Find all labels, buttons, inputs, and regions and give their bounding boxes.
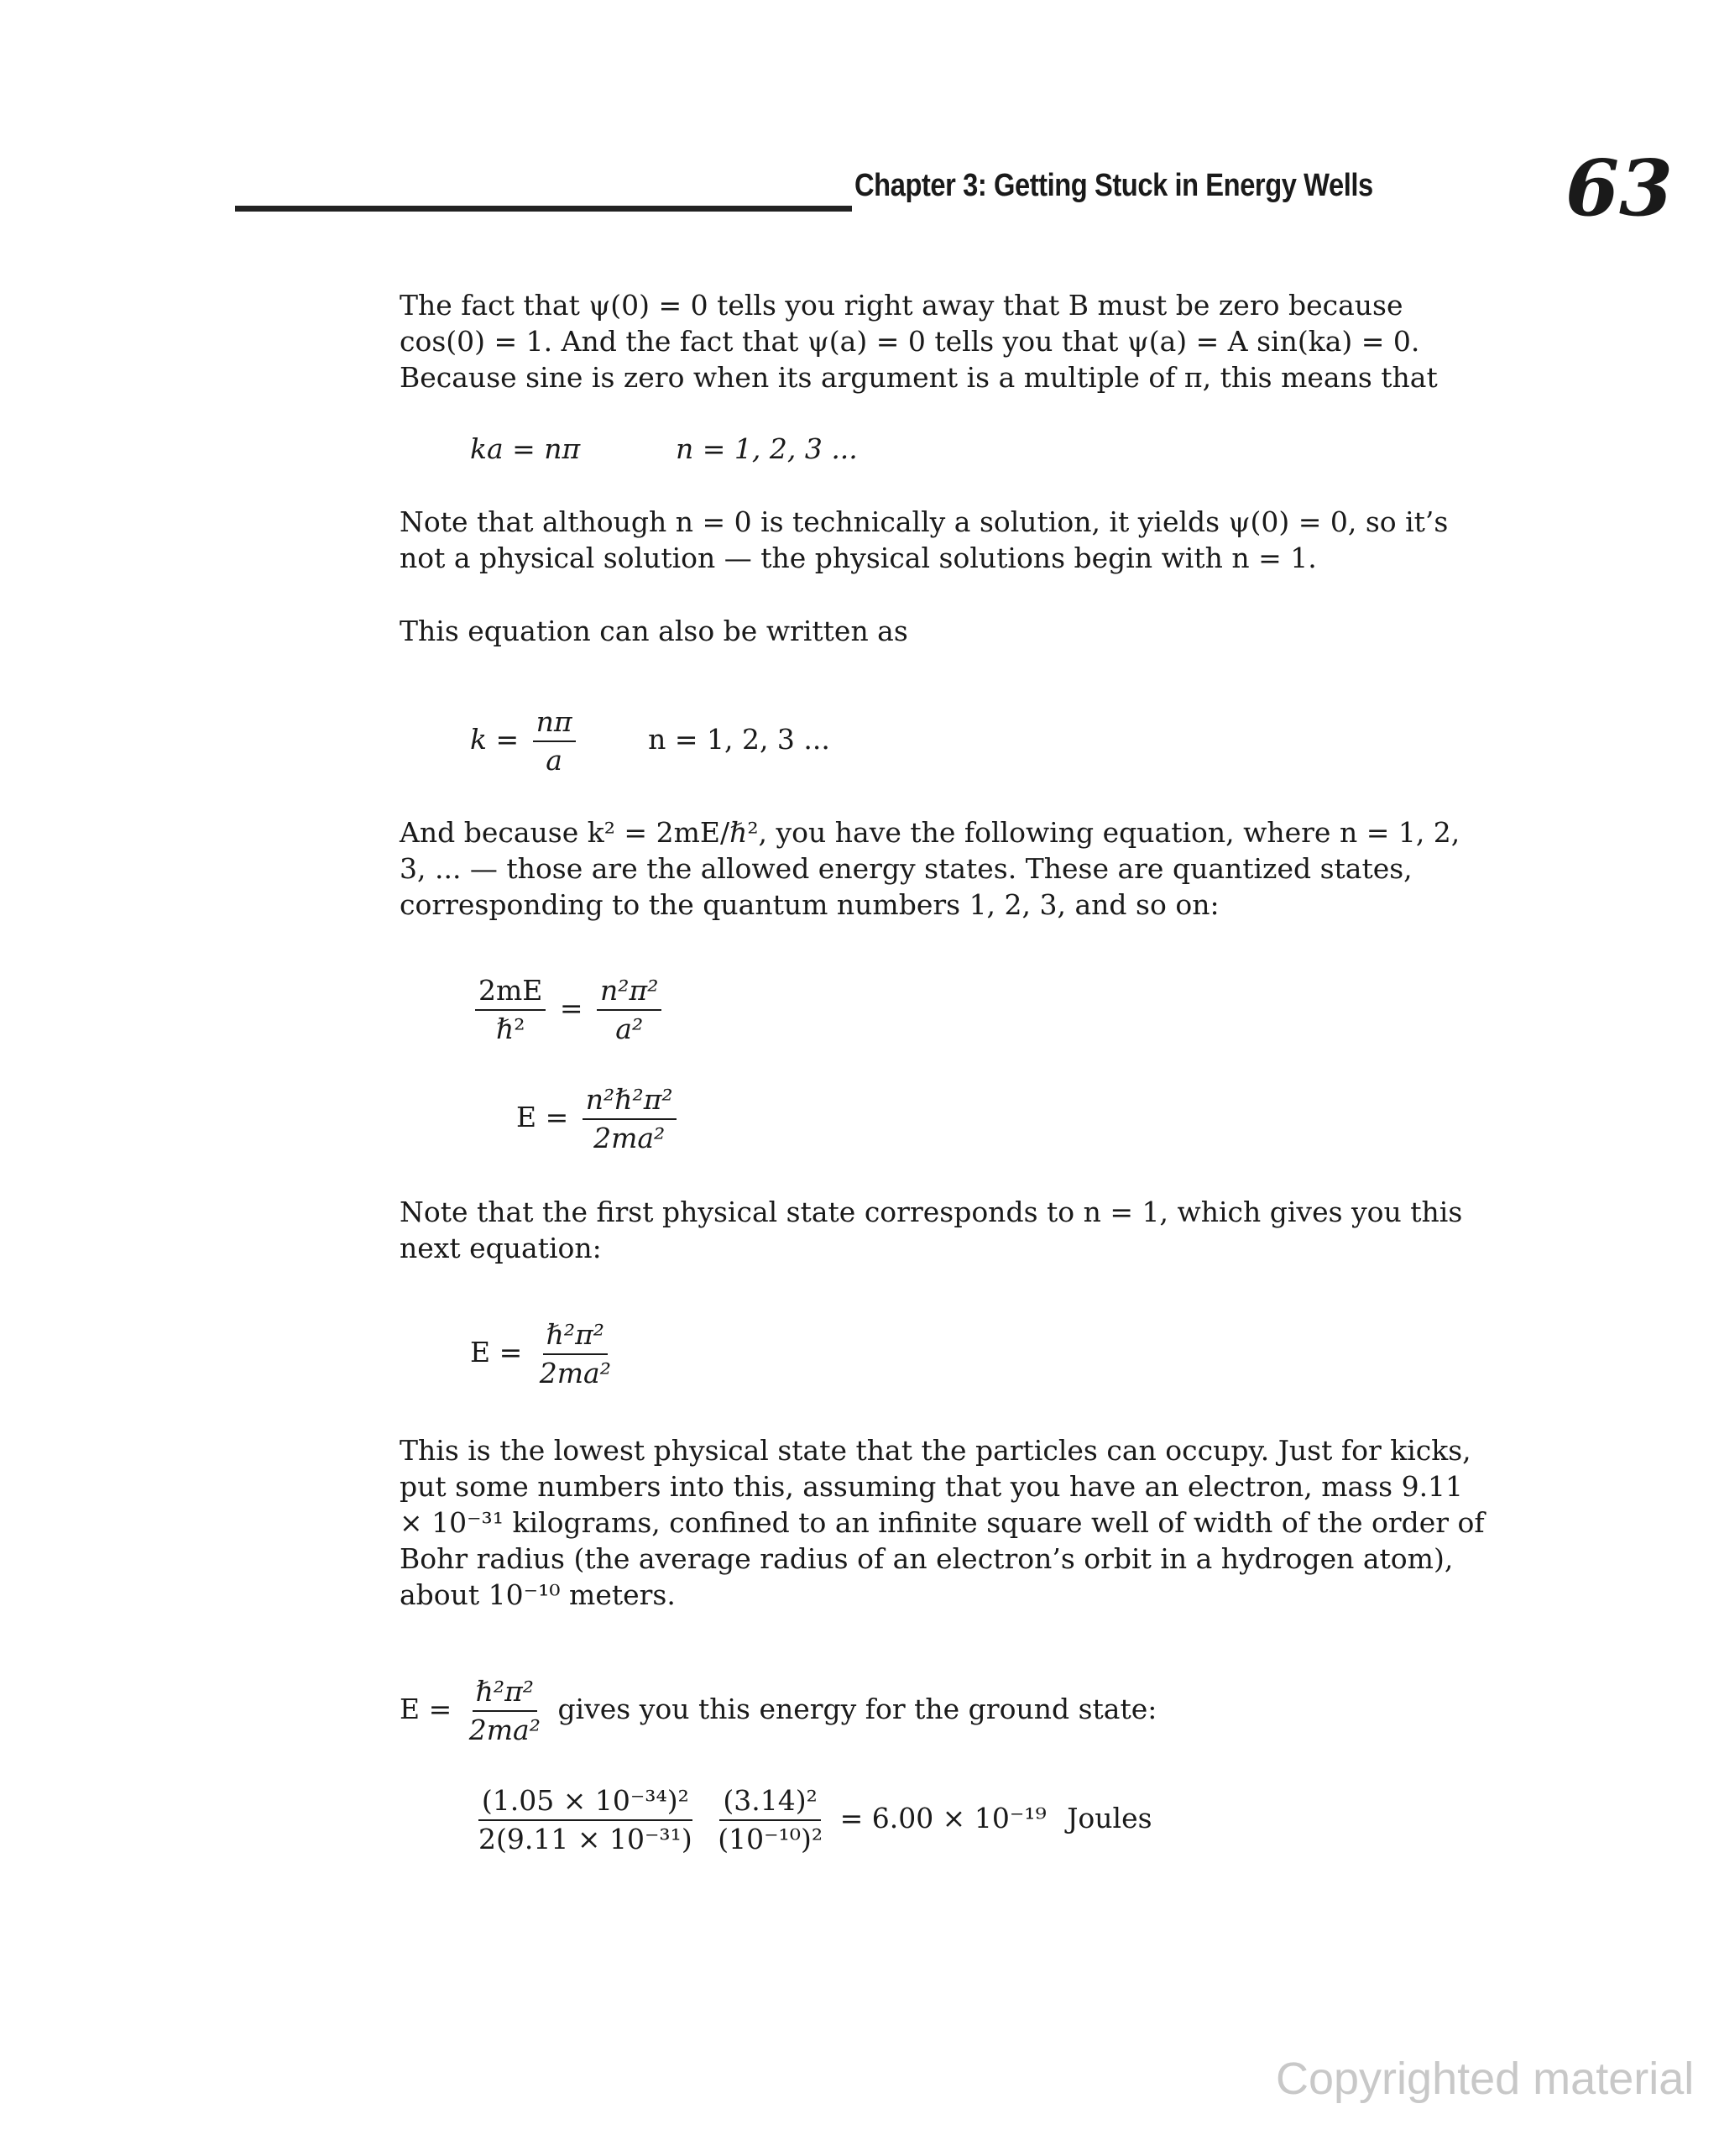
paragraph-2: Note that although n = 0 is technically a solution, it yields ψ(0) = 0, so it’s not a physical solution — the physical solutions begin with n = 1.	[400, 505, 1449, 574]
equation-numeric-energy	[470, 1784, 1152, 1856]
copyright-watermark: Copyrighted material	[1276, 2054, 1695, 2104]
equation-lhs: E =	[470, 1336, 523, 1368]
numerator: nπ	[533, 705, 576, 742]
header-rule	[235, 206, 852, 212]
equation-condition: n = 1, 2, 3 ...	[676, 432, 858, 465]
numerator: ℏ²π²	[543, 1318, 608, 1355]
fraction-right	[597, 974, 661, 1046]
equation-k	[470, 705, 830, 777]
numerator: (3.14)²	[719, 1784, 820, 1821]
equation-ground-state	[470, 1318, 619, 1390]
equation-condition: n = 1, 2, 3 ...	[648, 723, 830, 756]
fraction-left	[475, 974, 546, 1046]
numerator: ℏ²π²	[473, 1675, 537, 1712]
inline-text: gives you this energy for the ground state:	[557, 1693, 1157, 1725]
paragraph-1: The fact that ψ(0) = 0 tells you right away that B must be zero because cos(0) = 1. And the fact that ψ(a) = 0 tells you that ψ(a) = A sin(ka) = 0. Because sine is zero when its argument is a multiple of π, this means that	[400, 289, 1438, 394]
paragraph-6-text: This is the lowest physical state that the particles can occupy. Just for kicks, put some numbers into this, assuming that you have an electron, mass 9.11 × 10⁻³¹ kilograms, confined to an infinite square well of width of the order of Bohr radius (the average radius of an electron’s orbit in a hydrogen atom), about 10⁻¹⁰ meters.	[400, 1434, 1485, 1611]
fraction-pi-width	[714, 1784, 826, 1856]
fraction-constants	[475, 1784, 696, 1856]
result-value: = 6.00 × 10⁻¹⁹	[839, 1802, 1047, 1834]
numerator: n²ℏ²π²	[583, 1083, 677, 1120]
equation-lhs: E =	[400, 1693, 452, 1725]
chapter-title: Chapter 3: Getting Stuck in Energy Wells	[854, 168, 1373, 203]
denominator: (10⁻¹⁰)²	[718, 1823, 823, 1855]
paragraph-6	[400, 1432, 1491, 1613]
equation-inline-ground-state	[400, 1675, 1157, 1747]
denominator: 2ma²	[468, 1714, 541, 1746]
equation-lhs: k =	[470, 723, 520, 756]
fraction	[583, 1083, 677, 1155]
equation-ka-n-pi	[470, 432, 858, 465]
paragraph-5: Note that the first physical state corresponds to n = 1, which gives you this next equation:	[400, 1196, 1463, 1264]
paragraph-4: And because k² = 2mE/ℏ², you have the following equation, where n = 1, 2, 3, ... — those are the allowed energy states. These are quantized states, corresponding to the quantum numbers 1, 2, 3, and so on:	[400, 816, 1460, 921]
denominator: ℏ²	[495, 1013, 525, 1045]
paragraph-3: This equation can also be written as	[400, 615, 908, 647]
fraction	[466, 1675, 544, 1747]
numerator: 2mE	[475, 974, 546, 1011]
denominator: 2ma²	[593, 1122, 666, 1154]
fraction	[533, 705, 576, 777]
equation-lhs: E =	[516, 1101, 569, 1133]
equation-lhs: ka = nπ	[470, 432, 581, 465]
page-number: 63	[1565, 143, 1674, 233]
denominator: a	[546, 744, 562, 777]
equation-energy	[516, 1083, 682, 1155]
numerator: n²π²	[597, 974, 661, 1011]
equation-energy-quantization	[470, 974, 666, 1046]
denominator: 2(9.11 × 10⁻³¹)	[478, 1823, 692, 1855]
numerator: (1.05 × 10⁻³⁴)²	[478, 1784, 692, 1821]
result-unit: Joules	[1067, 1802, 1152, 1834]
denominator: 2ma²	[539, 1357, 611, 1389]
equals-sign: =	[559, 992, 583, 1024]
fraction	[536, 1318, 614, 1390]
denominator: a²	[615, 1013, 644, 1045]
